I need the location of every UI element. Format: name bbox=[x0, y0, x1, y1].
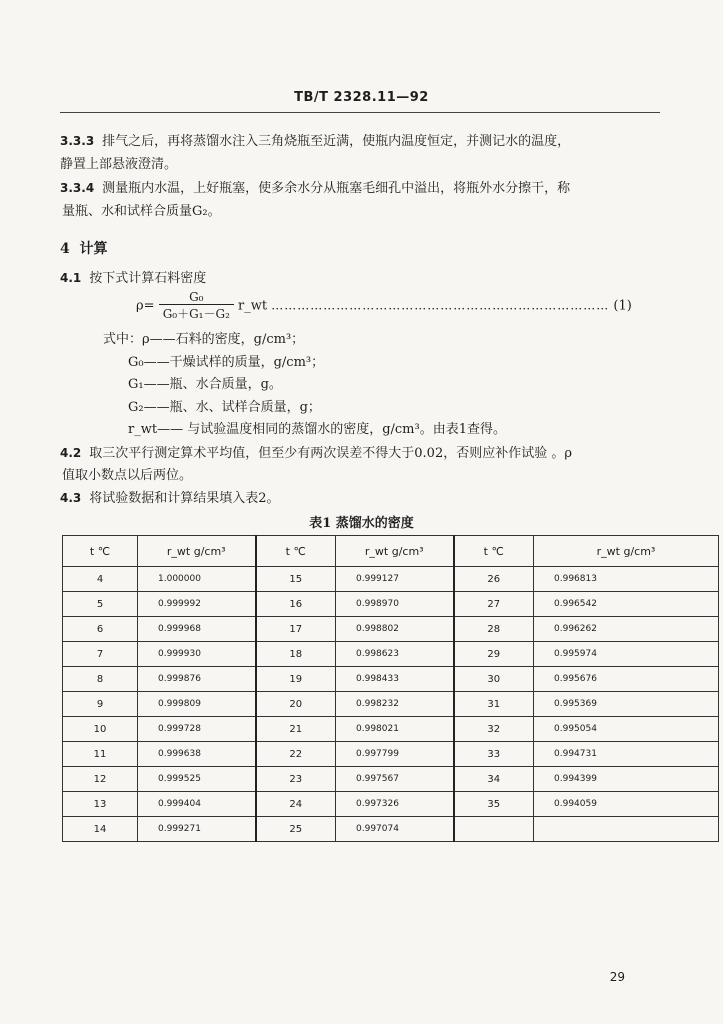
para-3-3-3-line1 bbox=[60, 133, 570, 150]
para-3-3-4-line1 bbox=[60, 180, 570, 197]
table-row bbox=[63, 817, 719, 842]
cell-temperature: 30 bbox=[454, 667, 534, 692]
formula-number: (1) bbox=[613, 298, 632, 314]
formula-denominator: G₀＋G₁－G₂ bbox=[162, 307, 230, 321]
where-line-3: G₁——瓶、水合质量，g。 bbox=[128, 377, 282, 392]
para-text: 按下式计算石料密度 bbox=[89, 271, 207, 286]
col-header-density: r_wt g/cm³ bbox=[534, 536, 719, 567]
cell-temperature: 7 bbox=[63, 642, 138, 667]
cell-density: 0.998433 bbox=[336, 667, 454, 692]
cell-density: 0.999271 bbox=[138, 817, 256, 842]
cell-density: 0.994731 bbox=[534, 742, 719, 767]
section-number: 4 bbox=[60, 241, 70, 257]
formula-numerator: G₀ bbox=[159, 290, 234, 305]
table-row bbox=[63, 717, 719, 742]
para-text: 将试验数据和计算结果填入表2。 bbox=[89, 491, 280, 506]
where-line-1: 式中：ρ——石料的密度，g/cm³； bbox=[103, 332, 305, 347]
para-text: 取三次平行测定算术平均值，但至少有两次误差不得大于0.02，否则应补作试验 。ρ bbox=[89, 446, 572, 461]
cell-temperature: 6 bbox=[63, 617, 138, 642]
para-text: 排气之后，再将蒸馏水注入三角烧瓶至近满，使瓶内温度恒定，并测记水的温度， bbox=[102, 134, 571, 149]
cell-temperature: 27 bbox=[454, 592, 534, 617]
para-4-3 bbox=[60, 490, 280, 507]
col-header-density: r_wt g/cm³ bbox=[336, 536, 454, 567]
cell-temperature: 33 bbox=[454, 742, 534, 767]
where-line-4: G₂——瓶、水、试样合质量，g； bbox=[128, 400, 321, 415]
formula-leader-dots: …………………………………………………………………… bbox=[271, 298, 610, 313]
cell-temperature: 8 bbox=[63, 667, 138, 692]
table-row bbox=[63, 692, 719, 717]
cell-density: 0.995676 bbox=[534, 667, 719, 692]
table-caption: 表1 蒸馏水的密度 bbox=[309, 516, 414, 531]
cell-density: 0.999992 bbox=[138, 592, 256, 617]
cell-density: 0.996542 bbox=[534, 592, 719, 617]
cell-density: 0.998970 bbox=[336, 592, 454, 617]
section-number: 4.3 bbox=[60, 491, 82, 505]
cell-density bbox=[534, 817, 719, 842]
where-line-2: G₀——干燥试样的质量，g/cm³； bbox=[128, 355, 325, 370]
cell-density: 0.994399 bbox=[534, 767, 719, 792]
cell-density: 0.999728 bbox=[138, 717, 256, 742]
cell-temperature: 10 bbox=[63, 717, 138, 742]
table-row bbox=[63, 642, 719, 667]
cell-temperature: 28 bbox=[454, 617, 534, 642]
section-number: 3.3.4 bbox=[60, 181, 95, 195]
cell-density: 0.999525 bbox=[138, 767, 256, 792]
table-row bbox=[63, 567, 719, 592]
para-4-2-line1 bbox=[60, 445, 572, 462]
cell-temperature: 32 bbox=[454, 717, 534, 742]
formula-factor: r_wt bbox=[238, 298, 268, 314]
table-row bbox=[63, 767, 719, 792]
cell-density: 0.994059 bbox=[534, 792, 719, 817]
header-rule bbox=[60, 112, 660, 113]
section-number: 4.1 bbox=[60, 271, 82, 285]
cell-temperature: 24 bbox=[256, 792, 336, 817]
cell-density: 0.998021 bbox=[336, 717, 454, 742]
cell-density: 0.995054 bbox=[534, 717, 719, 742]
cell-temperature: 15 bbox=[256, 567, 336, 592]
cell-temperature: 31 bbox=[454, 692, 534, 717]
cell-temperature: 16 bbox=[256, 592, 336, 617]
para-3-3-4-line2: 量瓶、水和试样合质量G₂。 bbox=[62, 204, 221, 219]
cell-density: 0.996813 bbox=[534, 567, 719, 592]
cell-density: 0.995974 bbox=[534, 642, 719, 667]
formula-fraction bbox=[159, 290, 234, 322]
cell-temperature: 22 bbox=[256, 742, 336, 767]
density-formula bbox=[136, 290, 632, 322]
col-header-temp: t ℃ bbox=[454, 536, 534, 567]
table-row bbox=[63, 667, 719, 692]
cell-temperature: 13 bbox=[63, 792, 138, 817]
col-header-temp: t ℃ bbox=[63, 536, 138, 567]
para-3-3-3-line2: 静置上部悬液澄清。 bbox=[60, 157, 178, 172]
cell-density: 0.996262 bbox=[534, 617, 719, 642]
cell-temperature: 12 bbox=[63, 767, 138, 792]
cell-temperature: 35 bbox=[454, 792, 534, 817]
cell-density: 1.000000 bbox=[138, 567, 256, 592]
standard-code-header: TB/T 2328.11—92 bbox=[294, 90, 429, 105]
cell-density: 0.997799 bbox=[336, 742, 454, 767]
cell-temperature: 34 bbox=[454, 767, 534, 792]
cell-temperature: 20 bbox=[256, 692, 336, 717]
col-header-density: r_wt g/cm³ bbox=[138, 536, 256, 567]
cell-temperature: 26 bbox=[454, 567, 534, 592]
cell-temperature: 18 bbox=[256, 642, 336, 667]
cell-temperature: 17 bbox=[256, 617, 336, 642]
water-density-table bbox=[62, 535, 719, 842]
cell-density: 0.999638 bbox=[138, 742, 256, 767]
cell-density: 0.999127 bbox=[336, 567, 454, 592]
where-line-5: r_wt—— 与试验温度相同的蒸馏水的密度，g/cm³。由表1查得。 bbox=[128, 422, 506, 437]
para-text: 测量瓶内水温，上好瓶塞，使多余水分从瓶塞毛细孔中溢出，将瓶外水分擦干，称 bbox=[102, 181, 571, 196]
section-title: 计算 bbox=[79, 241, 108, 257]
cell-density: 0.998802 bbox=[336, 617, 454, 642]
table-header-row bbox=[63, 536, 719, 567]
para-4-1 bbox=[60, 270, 206, 287]
cell-density: 0.999876 bbox=[138, 667, 256, 692]
cell-density: 0.998232 bbox=[336, 692, 454, 717]
cell-temperature: 11 bbox=[63, 742, 138, 767]
cell-temperature: 23 bbox=[256, 767, 336, 792]
table-row bbox=[63, 592, 719, 617]
cell-temperature bbox=[454, 817, 534, 842]
section-4-heading bbox=[60, 238, 108, 258]
cell-density: 0.997074 bbox=[336, 817, 454, 842]
cell-density: 0.999930 bbox=[138, 642, 256, 667]
cell-density: 0.995369 bbox=[534, 692, 719, 717]
cell-temperature: 9 bbox=[63, 692, 138, 717]
col-header-temp: t ℃ bbox=[256, 536, 336, 567]
cell-temperature: 4 bbox=[63, 567, 138, 592]
cell-density: 0.999404 bbox=[138, 792, 256, 817]
cell-density: 0.999809 bbox=[138, 692, 256, 717]
table-row bbox=[63, 617, 719, 642]
section-number: 4.2 bbox=[60, 446, 82, 460]
section-number: 3.3.3 bbox=[60, 134, 95, 148]
para-4-2-line2: 值取小数点以后两位。 bbox=[62, 468, 193, 483]
cell-temperature: 14 bbox=[63, 817, 138, 842]
cell-temperature: 25 bbox=[256, 817, 336, 842]
cell-temperature: 19 bbox=[256, 667, 336, 692]
cell-density: 0.999968 bbox=[138, 617, 256, 642]
cell-density: 0.997567 bbox=[336, 767, 454, 792]
page-number: 29 bbox=[609, 970, 625, 984]
cell-temperature: 5 bbox=[63, 592, 138, 617]
cell-density: 0.997326 bbox=[336, 792, 454, 817]
cell-temperature: 29 bbox=[454, 642, 534, 667]
cell-density: 0.998623 bbox=[336, 642, 454, 667]
table-row bbox=[63, 792, 719, 817]
cell-temperature: 21 bbox=[256, 717, 336, 742]
formula-lhs: ρ= bbox=[136, 298, 155, 314]
table-row bbox=[63, 742, 719, 767]
